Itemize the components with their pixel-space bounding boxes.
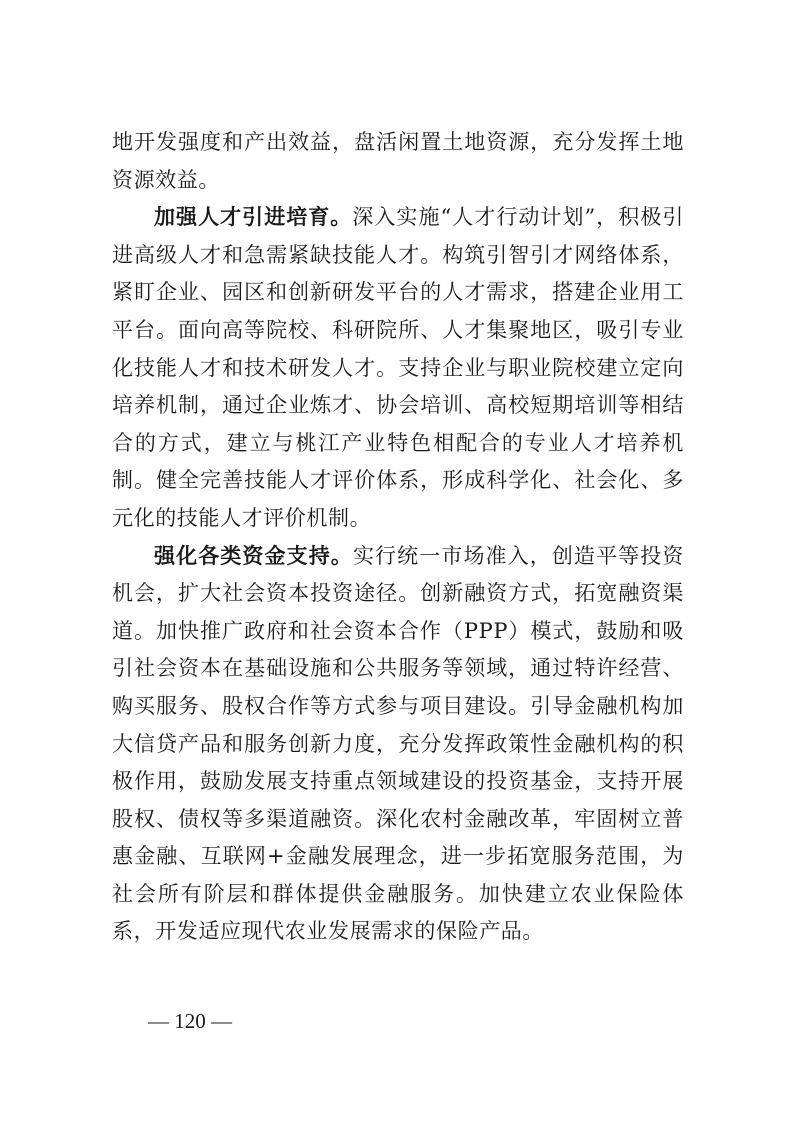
page-number: — 120 — (148, 1009, 232, 1033)
paragraph-1-text: 地开发强度和产出效益，盘活闲置土地资源，充分发挥土地资源效益。 (112, 130, 684, 192)
paragraph-funding (112, 538, 684, 952)
paragraph-3-text: 实行统一市场准入，创造平等投资机会，扩大社会资本投资途径。创新融资方式，拓宽融资渠道。加快推广政府和社会资本合作（PPP）模式，鼓励和吸引社会资本在基础设施和公共服务等领域，通过特许经营、购买服务、股权合作等方式参与项目建设。引导金融机构加大信贷产品和服务创新力度，充分发挥政策性金融机构的积极作用，鼓励发展支持重点领域建设的投资基金，支持开展股权、债权等多渠道融资。深化农村金融改革，牢固树立普惠金融、互联网+金融发展理念，进一步拓宽服务范围，为社会所有阶层和群体提供金融服务。加快建立农业保险体系，开发适应现代农业发展需求的保险产品。 (112, 543, 684, 944)
paragraph-talent (112, 199, 684, 537)
paragraph-3-heading: 强化各类资金支持。 (154, 543, 353, 568)
paragraph-2-heading: 加强人才引进培育。 (154, 205, 353, 230)
paragraph-continued (112, 124, 684, 199)
paragraph-2-text: 深入实施“人才行动计划”，积极引进高级人才和急需紧缺技能人才。构筑引智引才网络体系，紧盯企业、园区和创新研发平台的人才需求，搭建企业用工平台。面向高等院校、科研院所、人才集聚地区，吸引专业化技能人才和技术研发人才。支持企业与职业院校建立定向培养机制，通过企业炼才、协会培训、高校短期培训等相结合的方式，建立与桃江产业特色相配合的专业人才培养机制。健全完善技能人才评价体系，形成科学化、社会化、多元化的技能人才评价机制。 (112, 205, 684, 530)
body-text (112, 124, 684, 951)
